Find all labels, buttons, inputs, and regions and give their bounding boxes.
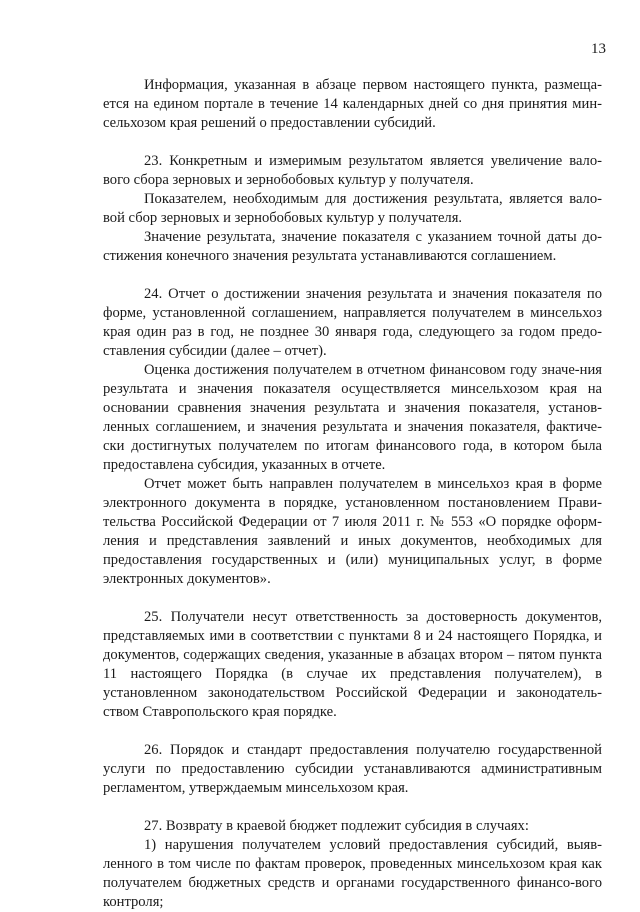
paragraph-27: 27. Возврату в краевой бюджет подлежит субсидия в случаях:	[144, 818, 529, 834]
paragraph-result-value: Значение результата, значение показателя с указанием точной даты до-стижения конечного значения результата устанавливаются соглашением.	[103, 229, 602, 264]
paragraph-assessment: Оценка достижения получателем в отчетном финансовом году значе-ния результата и значения показателя осуществляется минсельхозом края на основании сравнения значения результата и значения показателя, установ-ленных соглашением, и значения результата и значения показателя, фактиче-ски достигнутых получателем по итогам финансового года, в котором была предоставлена субсидия, указанных в отчете.	[103, 362, 602, 473]
paragraph-24: 24. Отчет о достижении значения результата и значения показателя по форме, установленной соглашением, направляется получателем в минсельхоз края один раз в год, не позднее 30 января года, следующего за годом предо-ставления субсидии (далее – отчет).	[103, 286, 602, 359]
paragraph-info-portal: Информация, указанная в абзаце первом настоящего пункта, размеща-ется на едином портале в течение 14 календарных дней со дня принятия мин-сельхозом края решений о предоставлении субсидий.	[103, 77, 602, 131]
paragraph-25: 25. Получатели несут ответственность за достоверность документов, представляемых ими в соответствии с пунктами 8 и 24 настоящего Порядка, и документов, содержащих сведения, указанные в абзацах втором – пятом пункта 11 настоящего Порядка (в случае их представления получателем), в установленном законодательством Российской Федерации и законодатель-ством Ставропольского края порядке.	[103, 609, 602, 720]
document-body	[103, 76, 602, 912]
paragraph-27-item-1: 1) нарушения получателем условий предоставления субсидий, выяв-ленного в том числе по фактам проверок, проведенных минсельхозом края как получателем бюджетных средств и органами государственного финансо-вого контроля;	[103, 837, 602, 910]
paragraph-26: 26. Порядок и стандарт предоставления получателю государственной услуги по предоставлению субсидии устанавливаются административным регламентом, утверждаемым минсельхозом края.	[103, 742, 602, 796]
paragraph-23: 23. Конкретным и измеримым результатом является увеличение вало-вого сбора зерновых и зернобобовых культур у получателя.	[103, 153, 602, 188]
page-number: 13	[591, 41, 606, 57]
paragraph-electronic-report: Отчет может быть направлен получателем в минсельхоз края в форме электронного документа в порядке, установленном постановлением Прави-тельства Российской Федерации от 7 июля 2011 г. № 553 «О порядке оформ-ления и представления заявлений и иных документов, необходимых для предоставления государственных и (или) муниципальных услуг, в форме электронных документов».	[103, 476, 602, 587]
paragraph-indicator: Показателем, необходимым для достижения результата, является вало-вой сбор зерновых и зернобобовых культур у получателя.	[103, 191, 602, 226]
